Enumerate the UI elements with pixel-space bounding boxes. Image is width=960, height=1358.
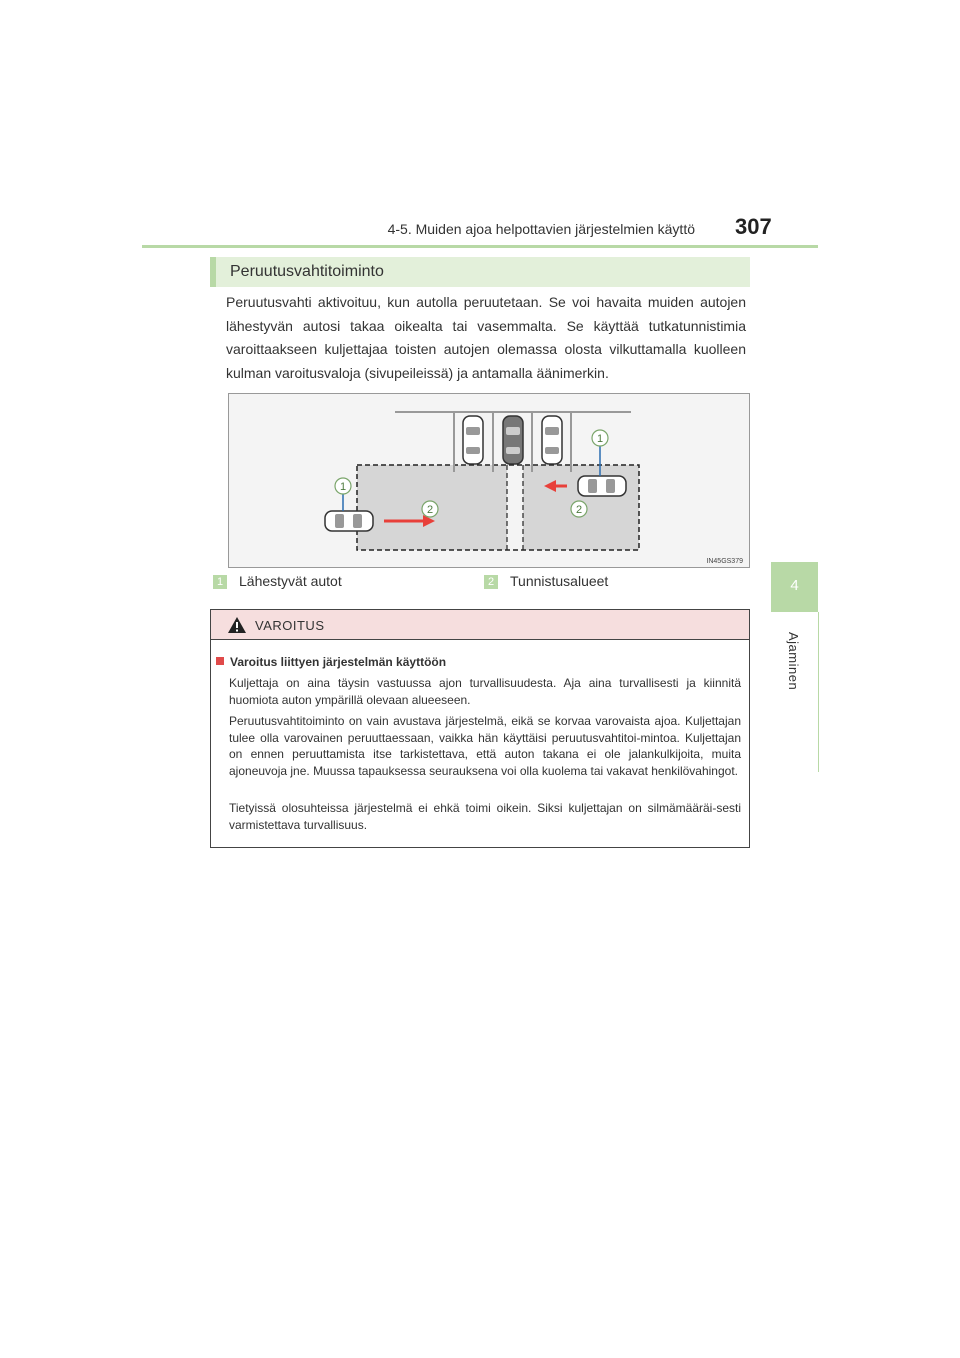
svg-text:1: 1 xyxy=(596,433,604,445)
callout-approaching-left xyxy=(335,478,351,494)
svg-text:2: 2 xyxy=(575,504,583,516)
warning-subheading: Varoitus liittyen järjestelmän käyttöön xyxy=(216,655,446,669)
legend-badge: 2 xyxy=(484,575,498,589)
warning-header xyxy=(211,610,749,640)
chapter-side-rule xyxy=(818,612,819,772)
chapter-side-label: Ajaminen xyxy=(786,632,801,691)
chapter-tab xyxy=(771,562,818,612)
legend-item xyxy=(484,573,608,589)
callout-approaching-right xyxy=(592,430,608,446)
svg-text:2: 2 xyxy=(426,504,434,516)
warning-box xyxy=(210,609,750,848)
header-rule xyxy=(142,245,818,248)
callout-zone-left xyxy=(422,501,438,517)
section-heading xyxy=(210,257,750,287)
warning-paragraph: Kuljettaja on aina täysin vastuussa ajon turvallisuudesta. Aja aina turvallisesti ja kiinnitä huomiota auton ympärillä olevaan alueeseen. xyxy=(229,676,741,707)
approaching-car-left xyxy=(325,511,373,531)
warning-triangle-icon xyxy=(227,616,247,634)
parking-diagram-svg xyxy=(229,394,749,567)
warning-paragraph: Tietyissä olosuhteissa järjestelmä ei ehkä toimi oikein. Siksi kuljettajan on silmämääräi-sesti varmistettava turvallisuus. xyxy=(229,801,741,832)
chapter-title: 4-5. Muiden ajoa helpottavien järjestelmien käyttö xyxy=(387,221,695,237)
legend-text: Tunnistusalueet xyxy=(510,573,609,589)
parked-car xyxy=(463,416,483,464)
chapter-tab-number: 4 xyxy=(790,577,799,594)
intro-paragraph: Peruutusvahti aktivoituu, kun autolla peruutetaan. Se voi havaita muiden autojen lähestyvän autosi takaa oikealta tai vasemmalta. Se käyttää tutkatunnistimia varoittaakseen kuljettajaa toisten autojen olemassa olosta vilkuttamalla kuolleen kulman varoitusvaloja (sivupeileissä) ja antamalla äänimerkin. xyxy=(226,294,746,381)
callout-zone-right xyxy=(571,501,587,517)
legend-text: Lähestyvät autot xyxy=(239,573,342,589)
parked-car xyxy=(542,416,562,464)
legend-badge: 1 xyxy=(213,575,227,589)
warning-title: VAROITUS xyxy=(255,618,325,633)
own-car xyxy=(503,416,523,464)
svg-text:1: 1 xyxy=(339,481,347,493)
legend-item xyxy=(213,573,342,589)
figure-code: IN45GS379 xyxy=(706,558,743,565)
warning-paragraph: Peruutusvahtitoiminto on vain avustava järjestelmä, eikä se korvaa varovaista ajoa. Kuljettajan tulee olla varovainen peruuttaessaan, vaikka hän käyttäisi peruutusvahtitoi-mintoa. Kuljettajan on ennen peruuttamista itse tarkistettava, että auton takana ei ole jalankulkijoita, muita ajoneuvoja jne. Muussa tapauksessa seurauksena voi olla kuolema tai vakavat henkilövahingot. xyxy=(229,714,741,778)
section-title: Peruutusvahtitoiminto xyxy=(230,263,384,280)
parking-diagram xyxy=(228,393,750,568)
page-number: 307 xyxy=(735,214,772,239)
bullet-square-icon xyxy=(216,657,224,665)
approaching-car-right xyxy=(578,476,626,496)
